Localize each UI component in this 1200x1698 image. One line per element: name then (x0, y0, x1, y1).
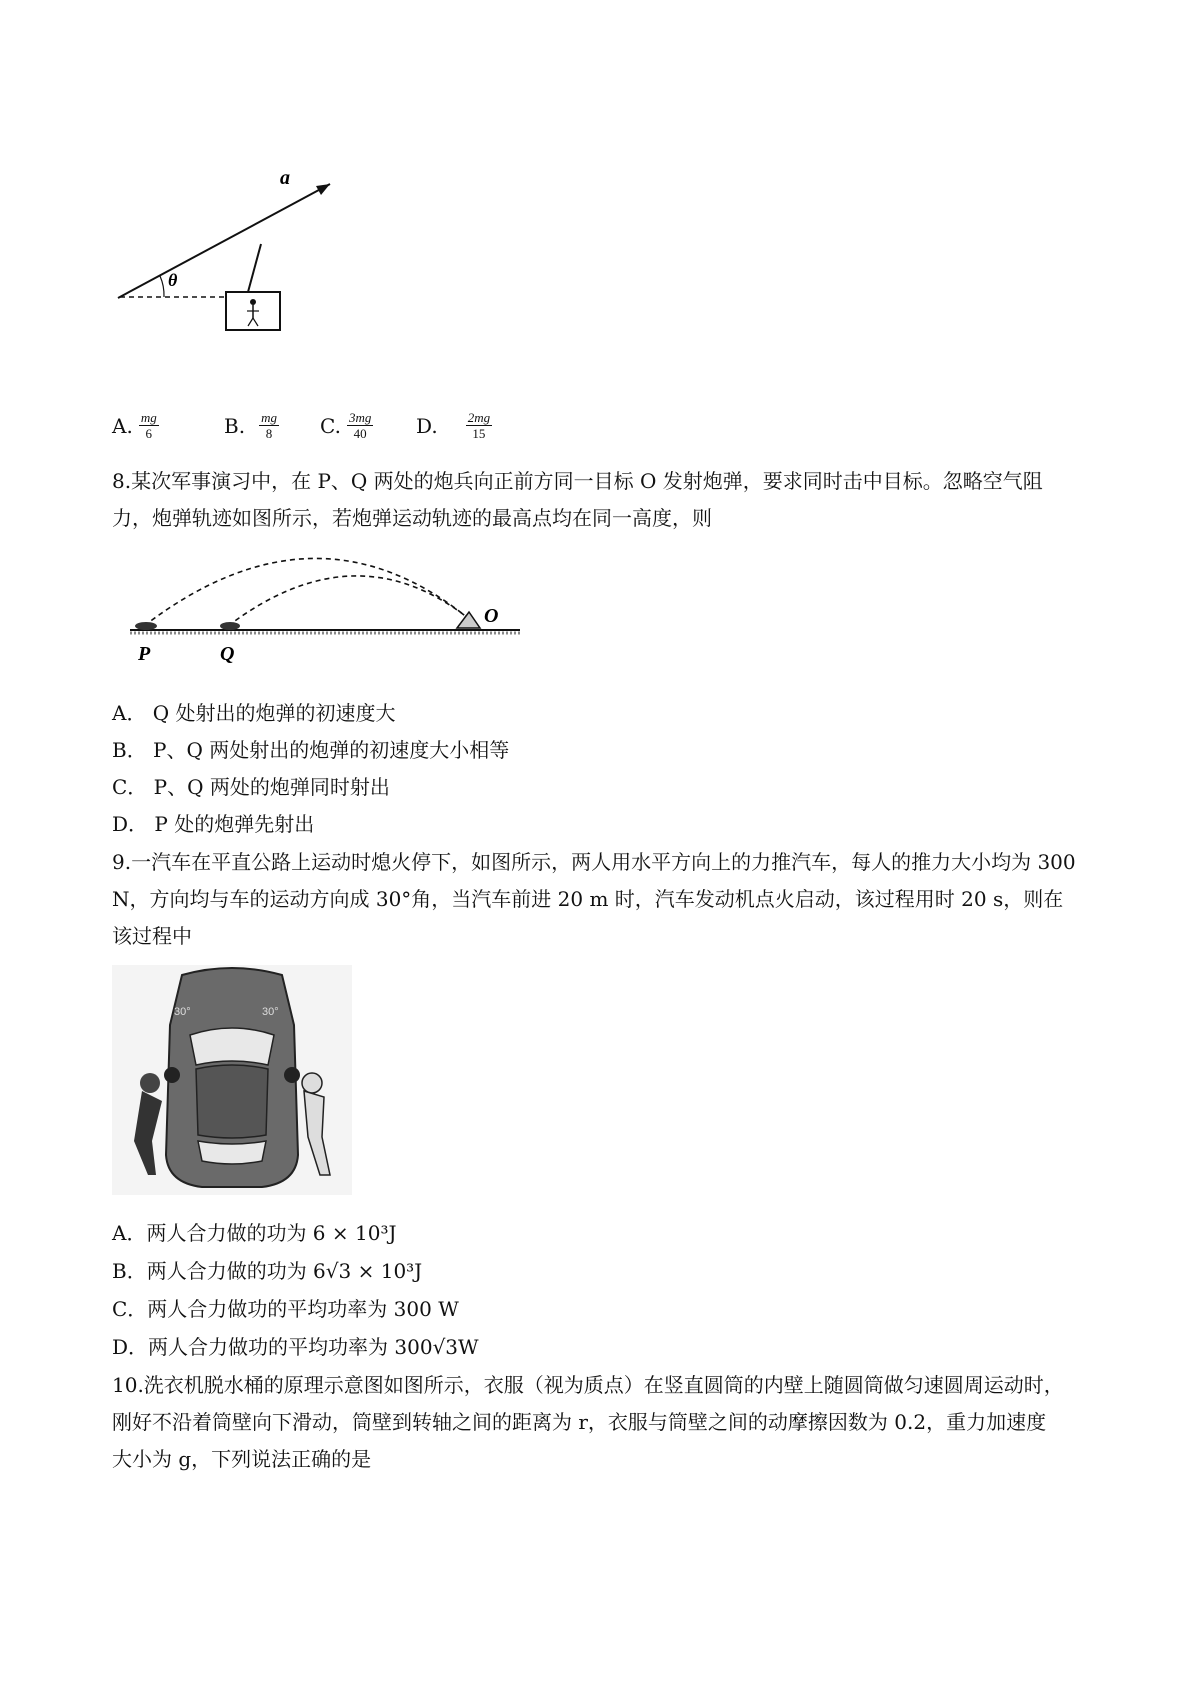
q8-option-c[interactable]: C． P、Q 两处的炮弹同时射出 (112, 775, 390, 799)
q9-option-c[interactable]: C．两人合力做功的平均功率为 300 W (112, 1297, 459, 1321)
q10-stem-line1: 10.洗衣机脱水桶的原理示意图如图所示，衣服（视为质点）在竖直圆筒的内壁上随圆筒做匀速圆周运动时， (112, 1373, 1064, 1397)
q9-stem-line1: 9.一汽车在平直公路上运动时熄火停下，如图所示，两人用水平方向上的力推汽车，每人的推力大小均为 300 (112, 850, 1076, 874)
q8-stem-line2: 力，炮弹轨迹如图所示，若炮弹运动轨迹的最高点均在同一高度，则 (112, 506, 712, 530)
q8-option-d[interactable]: D． P 处的炮弹先射出 (112, 812, 315, 836)
q9-car-figure (112, 965, 352, 1195)
q9-label-left-angle: 30° (174, 1006, 191, 1018)
q7-incline-figure (108, 170, 368, 370)
q10-stem-line3: 大小为 g，下列说法正确的是 (112, 1447, 372, 1471)
q8-label-o: O (484, 605, 499, 627)
q7-option-d[interactable]: D. $\frac{2mg}{15}$ (416, 410, 491, 441)
q8-label-p: P (138, 643, 151, 665)
q8-trajectory-figure (120, 550, 540, 670)
q8-stem-line1: 8.某次军事演习中，在 P、Q 两处的炮兵向正前方同一目标 O 发射炮弹，要求同时击中目标。忽略空气阻 (112, 469, 1043, 493)
q9-option-b[interactable]: B．两人合力做的功为 6√3 × 10³J (112, 1259, 423, 1283)
q10-stem-line2: 刚好不沿着筒壁向下滑动，筒壁到转轴之间的距离为 r，衣服与筒壁之间的动摩擦因数为 0.2，重力加速度 (112, 1410, 1047, 1434)
q7-option-a[interactable]: A. $\frac{mg}{6}$ (112, 410, 157, 441)
q8-label-q: Q (220, 643, 235, 665)
q7-option-c[interactable]: C. $\frac{3mg}{40}$ (320, 410, 372, 441)
q8-option-b[interactable]: B． P、Q 两处射出的炮弹的初速度大小相等 (112, 738, 510, 762)
q9-option-d[interactable]: D．两人合力做功的平均功率为 300√3W (112, 1335, 479, 1359)
q9-option-a[interactable]: A．两人合力做的功为 6 × 10³J (112, 1221, 397, 1245)
q8-option-a[interactable]: A． Q 处射出的炮弹的初速度大 (112, 701, 396, 725)
q7-label-a: a (280, 170, 290, 189)
q9-stem-line3: 该过程中 (112, 924, 192, 948)
q9-stem-line2: N，方向均与车的运动方向成 30°角，当汽车前进 20 m 时，汽车发动机点火启动，该过程用时 20 s，则在 (112, 887, 1064, 911)
q9-label-right-angle: 30° (262, 1006, 279, 1018)
q7-option-b[interactable]: B. $\frac{mg}{8}$ (224, 410, 277, 441)
q7-label-theta: θ (168, 270, 178, 290)
